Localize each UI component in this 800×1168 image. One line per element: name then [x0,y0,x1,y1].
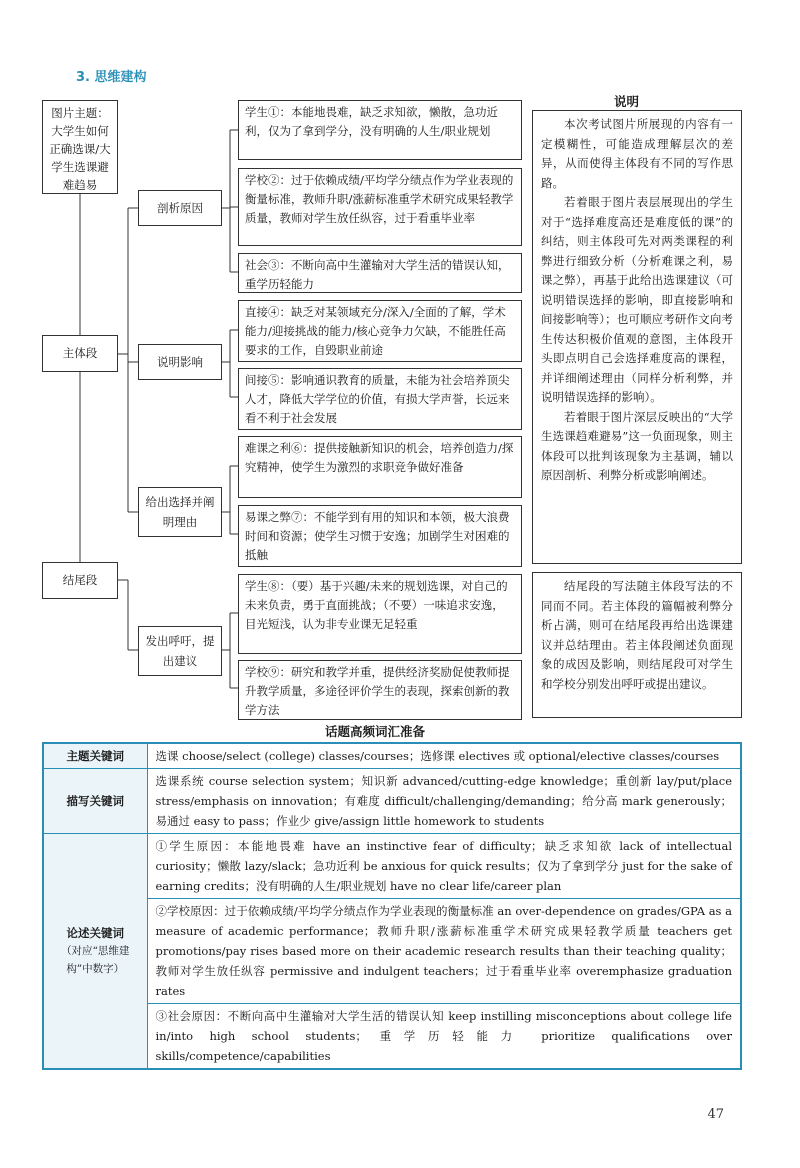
table-row [43,834,741,899]
leaf-student [238,100,522,160]
leaf-student-text: 学生①：本能地畏难，缺乏求知欲，懒散，急功近利，仅为了拿到学分，没有明确的人生/职业规划 [245,105,498,138]
topic-box [42,100,118,194]
vocab-label: 描写关键词 [43,769,147,834]
notes-conclusion-box [532,572,742,718]
vocab-label: 主题关键词 [43,743,147,769]
vocab-content: 选课系统 course selection system；知识新 advanced/cutting-edge knowledge；重创新 lay/put/place stress/emphasis on innovation；有难度 difficult/challenging/demanding；给分高 mark generously；易通过 easy to pass；作业少 give/assign little homework to students [147,769,741,834]
notes-paragraph-3: 若着眼于图片深层反映出的“大学生选课趋难避易”这一负面现象，则主体段可以批判该现象为主基调，辅以原因剖析、利弊分析或影响阐述。 [541,409,733,482]
leaf-direct-impact [238,300,522,362]
topic-text: 图片主题：大学生如何正确选课/大学生选课避难趋易 [49,106,111,192]
branch-suggestion-label: 给出选择并阐明理由 [145,495,215,529]
table-row [43,743,741,769]
leaf-society-text: 社会③：不断向高中生灌输对大学生活的错误认知，重学历轻能力 [245,258,510,291]
branch-impact-label: 说明影响 [157,355,203,369]
notes-title: 说明 [614,94,640,109]
branch-analysis-label: 剖析原因 [157,201,203,215]
leaf-indirect-impact [238,368,522,430]
leaf-school-text: 学校②：过于依赖成绩/平均学分绩点作为学业表现的衡量标准，教师升职/涨薪标准重学术研究成果轻教学质量，教师对学生放任纵容，过于看重毕业率 [245,173,514,225]
leaf-school [238,168,522,246]
vocab-content: 选课 choose/select (college) classes/courses；选修课 electives 或 optional/elective classes/courses [147,743,741,769]
leaf-society [238,253,522,293]
notes-paragraph-1: 本次考试图片所展现的内容有一定模糊性，可能造成理解层次的差异，从而使得主体段有不同的写作思路。 [541,117,733,190]
conclusion-label: 结尾段 [62,573,98,587]
branch-suggestion [138,487,222,537]
leaf-appeal-student [238,574,522,654]
notes-paragraph-2: 若着眼于图片表层展现出的学生对于“选择难度高还是难度低的课”的纠结，则主体段可先对两类课程的利弊进行细致分析（分析难课之利，易课之弊），再基于此给出选课建议（可说明错误选择的影响，即直接影响和间接影响等）；也可顺应考研作文向考生传达积极价值观的意图，主体段开头即点明自己会选择难度高的课程，并详细阐述理由（同样分析利弊，并说明错误选择的影响）。 [541,195,733,404]
vocab-table [42,742,742,1070]
leaf-appeal-school [238,660,522,720]
vocab-content: ②学校原因：过于依赖成绩/平均学分绩点作为学业表现的衡量标准 an over-dependence on grades/GPA as a measure of academic performance；教师升职/涨薪标准重学术研究成果轻教学质量 teachers get promotions/pay rises based more on their academic research results than their teaching quality；教师对学生放任纵容 permissive and indulgent teachers；过于看重毕业率 overemphasize graduation rates [147,899,741,1004]
leaf-appeal-school-text: 学校⑨：研究和教学并重，提供经济奖励促使教师提升教学质量，多途径评价学生的表现，探索创新的教学方法 [245,665,510,717]
leaf-indirect-text: 间接⑤：影响通识教育的质量，未能为社会培养顶尖人才，降低大学学位的价值，有损大学声誉，长远来看不利于社会发展 [245,373,510,425]
branch-analysis [138,190,222,226]
table-row [43,769,741,834]
notes-paragraph-4: 结尾段的写法随主体段写法的不同而不同。若主体段的篇幅被利弊分析占满，则可在结尾段再给出选课建议并总结理由。若主体段阐述负面现象的成因及影响，则结尾段可对学生和学校分别发出呼吁或提出建议。 [541,579,733,691]
leaf-appeal-student-text: 学生⑧：（要）基于兴趣/未来的规划选课，对自己的未来负责，勇于直面挑战；（不要）一味追求安逸，目光短浅，认为非专业课无足轻重 [245,579,508,631]
leaf-hard-pros-text: 难课之利⑥：提供接触新知识的机会，培养创造力/探究精神，使学生为激烈的求职竞争做好准备 [245,441,514,474]
vocab-content: ③社会原因：不断向高中生灌输对大学生活的错误认知 keep instilling misconceptions about college life in/into high school students；重学历轻能力 prioritize qualifications over skills/competence/capabilities [147,1004,741,1070]
page-number: 47 [707,1107,724,1122]
table-row [43,899,741,1004]
leaf-hard-course-pros [238,436,522,498]
notes-box [532,110,742,564]
leaf-direct-text: 直接④：缺乏对某领域充分/深入/全面的了解，学术能力/迎接挑战的能力/核心竞争力欠缺，不能胜任高要求的工作，自毁职业前途 [245,305,506,357]
leaf-easy-cons-text: 易课之弊⑦：不能学到有用的知识和本领，极大浪费时间和资源；使学生习惯于安逸；加剧学生对困难的抵触 [245,510,510,562]
table-row [43,1004,741,1070]
vocab-title: 话题高频词汇准备 [325,724,426,739]
branch-appeal-label: 发出呼吁，提出建议 [145,634,215,668]
main-body-label: 主体段 [62,346,98,360]
vocab-label-sub: （对应“思维建构”中数字） [61,945,130,975]
section-title: 3. 思维建构 [76,70,147,85]
branch-appeal [138,626,222,676]
conclusion-node [42,562,118,599]
main-body-node [42,335,118,372]
vocab-label-argument [43,834,147,1070]
leaf-easy-course-cons [238,505,522,567]
vocab-content: ①学生原因：本能地畏难 have an instinctive fear of difficulty；缺乏求知欲 lack of intellectual curiosity；懒散 lazy/slack；急功近利 be anxious for quick results；仅为了拿到学分 just for the sake of earning credits；没有明确的人生/职业规划 have no clear life/career plan [147,834,741,899]
vocab-label-text: 论述关键词 [66,926,124,940]
branch-impact [138,344,222,380]
